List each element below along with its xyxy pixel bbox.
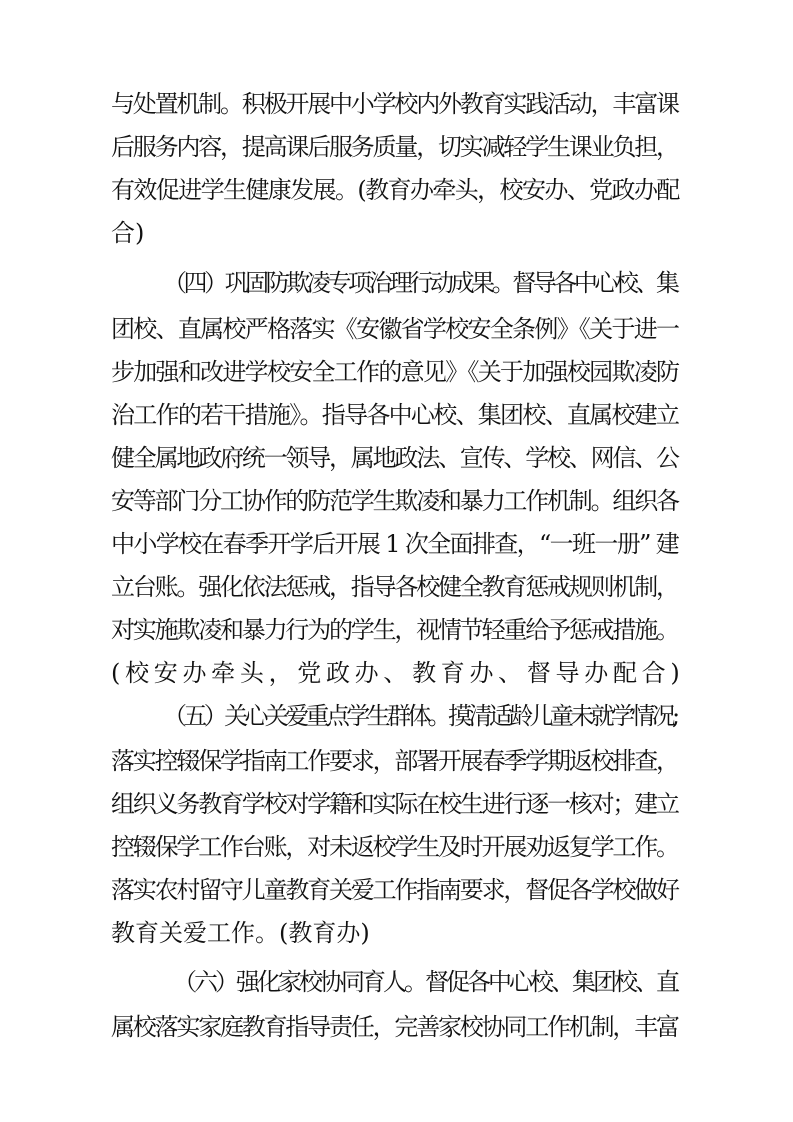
section-heading-6: （六）强化家校协同育人。督促各中心校、集团校、直: [173, 968, 677, 996]
text-line: 教育关爱工作。(教育办): [111, 919, 370, 947]
text-line: 落实控辍保学指南工作要求，部署开展春季学期返校排查，: [111, 747, 678, 775]
text-line: 健全属地政府统一领导，属地政法、宣传、学校、网信、公: [111, 444, 678, 472]
text-line: 落实农村留守儿童教育关爱工作指南要求，督促各学校做好: [111, 876, 678, 904]
text-line: 中小学校在春季开学后开展 1 次全面排查，“一班一册” 建: [111, 530, 679, 558]
text-line: 控辍保学工作台账，对未返校学生及时开展劝返复学工作。: [111, 833, 678, 861]
text-line: 安等部门分工协作的防范学生欺凌和暴力工作机制。组织各: [111, 487, 678, 515]
text-line: 立台账。强化依法惩戒，指导各校健全教育惩戒规则机制，: [111, 573, 678, 601]
text-line: 后服务内容，提高课后服务质量，切实减轻学生课业负担，: [111, 133, 678, 161]
text-line: 有效促进学生健康发展。(教育办牵头，校安办、党政办配: [111, 176, 679, 204]
text-line: 对实施欺凌和暴力行为的学生，视情节轻重给予惩戒措施。: [111, 616, 678, 644]
text-line: 治工作的若干措施》。指导各中心校、集团校、直属校建立: [111, 401, 679, 429]
text-line: 组织义务教育学校对学籍和实际在校生进行逐一核对；建立: [111, 790, 678, 818]
text-line: (校安办牵头，党政办、教育办、督导办配合): [111, 659, 685, 687]
text-line: 属校落实家庭教育指导责任，完善家校协同工作机制，丰富: [111, 1013, 678, 1041]
text-line: 步加强和改进学校安全工作的意见》《关于加强校园欺凌防: [111, 358, 679, 386]
text-line: 团校、直属校严格落实《安徽省学校安全条例》《关于进一: [111, 315, 679, 343]
section-heading-4: （四）巩固防欺凌专项治理行动成果。督导各中心校、集: [163, 269, 677, 297]
text-line: 合): [111, 219, 145, 247]
section-heading-5: （五）关心关爱重点学生群体。摸清适龄儿童未就学情况;: [163, 702, 677, 730]
text-line: 与处置机制。积极开展中小学校内外教育实践活动，丰富课: [111, 90, 678, 118]
